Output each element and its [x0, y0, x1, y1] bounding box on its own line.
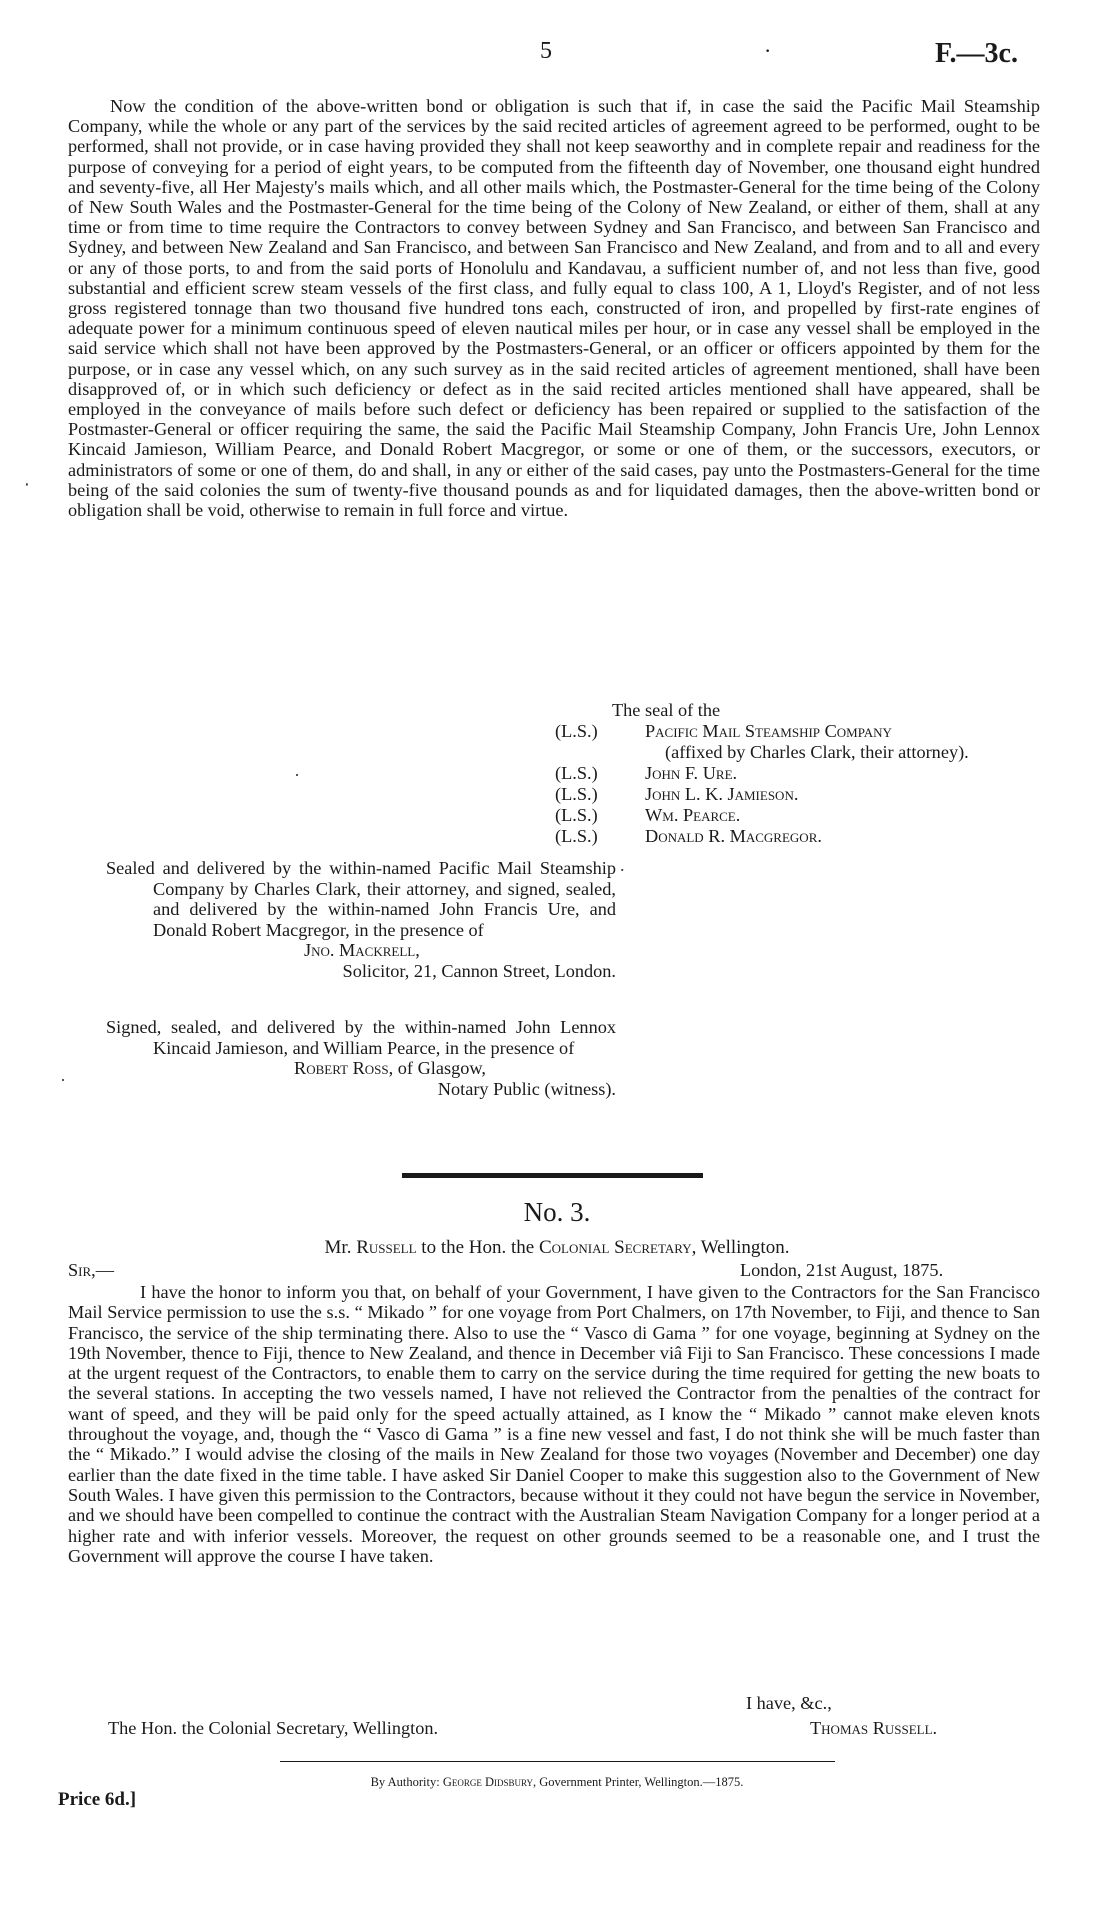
page-number: 5: [540, 38, 552, 64]
recipient-office: Colonial Secretary: [538, 1237, 692, 1258]
witness-place: , of Glasgow,: [388, 1058, 486, 1078]
signatory-row: [555, 805, 1055, 826]
witness-name: Jno. Mackrell,: [304, 940, 420, 960]
letter-closing: I have, &c.,: [746, 1693, 832, 1713]
document-reference: F.—3c.: [935, 38, 1018, 69]
printer-details: , Government Printer, Wellington.—1875.: [533, 1775, 744, 1789]
attestation-text: Signed, sealed, and delivered by the within-named John Lennox Kincaid Jamieson, and William Pearce, in the presence of: [106, 1017, 616, 1058]
signatory-row: [555, 763, 1055, 784]
bond-condition-paragraph: Now the condition of the above-written bond or obligation is such that if, in case the said the Pacific Mail Steamship Company, while the whole or any part of the services by the said recited articles of agreement agreed to be performed, ought to be performed, shall not provide, or in case having provided they shall not keep seaworthy and in complete repair and readiness for the purpose of conveying for a period of eight years, to be computed from the fifteenth day of November, one thousand eight hundred and seventy-five, all Her Majesty's mails which, and all other mails which, the Postmaster-General for the time being of the Colony of New South Wales and the Postmaster-General for the time being of the Colony of New Zealand, or either of them, shall at any time or from time to time require the Contractors to convey between Sydney and San Francisco, and between San Francisco and Sydney, and between New Zealand and San Francisco, and between San Francisco and New Zealand, and from and to all and every or any of those ports, to and from the said ports of Honolulu and Kandavau, a sufficient number of, and not less than five, good substantial and efficient screw steam vessels of the first class, and fully equal to class 100, A 1, Lloyd's Register, and of not less gross registered tonnage than two thousand five hundred tons each, constructed of iron, and propelled by first-rate engines of adequate power for a minimum continuous speed of eleven nautical miles per hour, or in case any vessel shall be employed in the said service which shall not have been approved by the Postmasters-General, or an officer or officers appointed by them for the purpose, or in case any vessel which, on any such survey as in the said recited articles of agreement mentioned, shall have been disapproved of, or in which such deficiency or defect as in the said recited articles mentioned shall have appeared, shall be employed in the conveyance of mails before such defect or deficiency has been repaired or supplied to the satisfaction of the Postmaster-General or officer requiring the same, the said the Pacific Mail Steamship Company, John Francis Ure, John Lennox Kincaid Jamieson, William Pearce, and Donald Robert Macgregor, or some or one of them, or the successors, executors, or administrators of some or one of them, do and shall, in any or either of the said cases, pay unto the Postmasters-General for the time being of the said colonies the sum of twenty-five thousand pounds as and for liquidated damages, then the above-written bond or obligation shall be void, otherwise to remain in full force and virtue.: [68, 96, 1040, 521]
ls-mark: (L.S.): [555, 763, 598, 783]
sender-name: Russell: [356, 1237, 417, 1258]
attestation-individuals: [106, 1017, 616, 1099]
mid-dot: .: [620, 855, 625, 875]
letter-number: No. 3.: [523, 1197, 591, 1227]
attestation-text: Sealed and delivered by the within-named Pacific Mail Steamship Company by Charles Clark, their attorney, and signed, sealed, and delivered by the within-named John Francis Ure, and Donald Robert Macgregor, in the presence of: [106, 858, 616, 940]
ls-mark: (L.S.): [555, 784, 598, 804]
salutation: Sir,—: [68, 1260, 115, 1280]
printer-name: George Didsbury: [442, 1775, 534, 1789]
ls-mark: (L.S.): [555, 721, 598, 741]
title-place: , Wellington.: [691, 1237, 790, 1258]
header-dot: ·: [764, 38, 772, 63]
company-note-row: [555, 742, 1055, 763]
company-name: Pacific Mail Steamship Company: [645, 721, 892, 741]
left-dot: ·: [60, 1070, 66, 1090]
title-to: to the Hon. the: [416, 1237, 539, 1258]
witness-name: Robert Ross: [294, 1058, 389, 1078]
authority-label: By Authority:: [370, 1775, 443, 1789]
company-seal-row: [555, 721, 1055, 742]
footer-divider: [280, 1761, 835, 1762]
signatory-name: John F. Ure.: [645, 763, 738, 783]
signatory-name: Wm. Pearce.: [645, 805, 741, 825]
witness-line: [106, 1058, 616, 1079]
ls-mark: (L.S.): [555, 826, 598, 846]
title-prefix: Mr.: [324, 1237, 357, 1258]
letter-title: [0, 1237, 1114, 1259]
witness-title: Notary Public (witness).: [437, 1078, 616, 1099]
printer-imprint: [0, 1775, 1114, 1790]
letter-addressee: The Hon. the Colonial Secretary, Wellington.: [108, 1718, 439, 1738]
place-date: London, 21st August, 1875.: [740, 1260, 944, 1280]
seal-heading: The seal of the: [612, 700, 721, 720]
signatory-name: John L. K. Jamieson.: [645, 784, 799, 804]
signatory-row: [555, 784, 1055, 805]
seals-block: [555, 700, 1055, 847]
price-label: Price 6d.]: [58, 1789, 137, 1810]
signatory-name: Donald R. Macgregor.: [645, 826, 822, 846]
company-note: (affixed by Charles Clark, their attorney).: [665, 742, 969, 762]
signatory-row: [555, 826, 1055, 847]
section-divider: [402, 1173, 703, 1178]
ls-mark: (L.S.): [555, 805, 598, 825]
letter-body: I have the honor to inform you that, on behalf of your Government, I have given to the Contractors for the San Francisco Mail Service permission to use the s.s. “ Mikado ” for one voyage from Port Chalmers, on 17th November, to Fiji, and thence to San Francisco, the service of the ship terminating there. Also to use the “ Vasco di Gama ” for one voyage, beginning at Sydney on the 19th November, thence to Fiji, thence to New Zealand, and thence in December viâ Fiji to San Francisco. These concessions I made at the urgent request of the Contractors, to enable them to carry on the service during the time required for getting the new boats to the several stations. In accepting the two vessels named, I have not relieved the Contractor from the penalties of the contract for want of speed, and they will be paid only for the speed actually attained, as I know the “ Mikado ” cannot make eleven knots throughout the voyage, and, though the “ Vasco di Gama ” is a fine new vessel and fast, I do not think she will be much faster than the “ Mikado.” I would advise the closing of the mails in New Zealand for those two voyages (November and December) one day earlier than the date fixed in the time table. I have asked Sir Daniel Cooper to make this suggestion also to the Government of New South Wales. I have given this permission to the Contractors, because without it they could not have begun the service in November, and we should have been compelled to continue the contract with the Australian Steam Navigation Company for a longer period at a higher rate and with inferior vessels. Moreover, the request on other grounds seemed to be a reasonable one, and I trust the Government will approve the course I have taken.: [68, 1282, 1040, 1566]
witness-title: Solicitor, 21, Cannon Street, London.: [342, 960, 616, 981]
seal-heading-row: [555, 700, 1055, 721]
letter-signatory: Thomas Russell.: [810, 1718, 938, 1738]
seal-dot: ·: [294, 765, 300, 785]
attestation-company: [106, 858, 616, 981]
margin-mark: ‧: [24, 475, 30, 495]
